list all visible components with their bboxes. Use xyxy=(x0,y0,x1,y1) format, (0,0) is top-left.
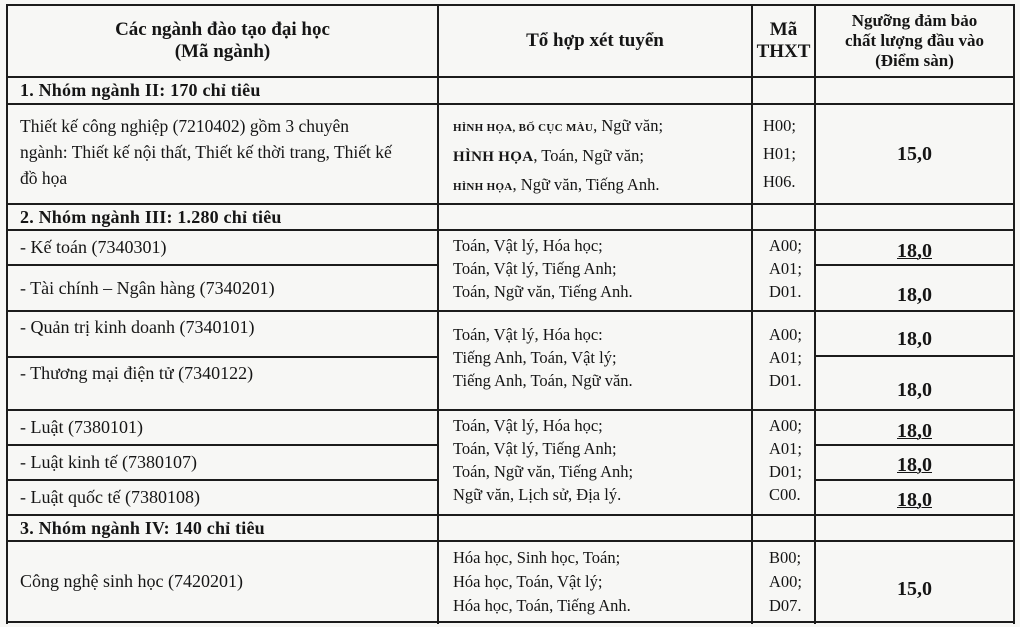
header-combos-label: Tổ hợp xét tuyển xyxy=(526,30,664,51)
column-divider-major-combos xyxy=(437,4,439,624)
combo-line: Toán, Ngữ văn, Tiếng Anh; xyxy=(453,462,634,481)
major-name: Công nghệ sinh học (7420201) xyxy=(20,571,243,591)
group-title-text: 3. Nhóm ngành IV: 140 chỉ tiêu xyxy=(20,517,265,538)
major-row xyxy=(8,446,437,479)
code-line: A00; xyxy=(769,416,802,435)
header-score-line2: chất lượng đầu vào xyxy=(844,31,985,50)
combo-line: Tiếng Anh, Toán, Vật lý; xyxy=(453,348,617,367)
codes-industrial-design xyxy=(753,112,814,202)
code-line: B00; xyxy=(769,548,802,567)
header-major-line1: Các ngành đào tạo đại học xyxy=(115,19,330,40)
score-divider-luatkt xyxy=(814,479,1015,481)
code-line: A01; xyxy=(769,259,802,278)
header-major-line2: (Mã ngành) xyxy=(174,41,271,62)
score-value: 18,0 xyxy=(897,283,932,306)
codes-block-accounting-finance xyxy=(753,234,814,310)
group-title-2 xyxy=(8,205,437,229)
group-title-text: 1. Nhóm ngành II: 170 chỉ tiêu xyxy=(20,80,261,100)
major-name: - Luật (7380101) xyxy=(20,417,143,437)
score-value: 15,0 xyxy=(897,578,932,600)
combo-line: HÌNH HỌA, Ngữ văn, Tiếng Anh. xyxy=(453,175,660,194)
header-combos xyxy=(439,6,751,76)
combo-line: HÌNH HỌA, Toán, Ngữ văn; xyxy=(453,146,644,165)
group-title-text: 2. Nhóm ngành III: 1.280 chỉ tiêu xyxy=(20,206,282,227)
code-line: H06. xyxy=(763,172,796,191)
header-score-line3: (Điểm sàn) xyxy=(875,51,954,70)
score-value: 18,0 xyxy=(897,454,932,476)
score-value: 18,0 xyxy=(897,419,932,442)
score-value: 18,0 xyxy=(897,488,932,511)
major-name-line2: ngành: Thiết kế nội thất, Thiết kế thời trang, Thiết kế xyxy=(20,142,392,162)
codes-block-business-ecommerce xyxy=(753,323,814,407)
header-major xyxy=(8,6,437,76)
code-line: A01; xyxy=(769,439,802,458)
combos-block-law xyxy=(439,414,751,514)
major-name: - Quản trị kinh doanh (7340101) xyxy=(20,316,255,337)
code-line: H00; xyxy=(763,116,796,135)
major-row xyxy=(8,312,437,342)
major-name: - Tài chính – Ngân hàng (7340201) xyxy=(20,277,275,298)
score-finance-banking xyxy=(816,280,1013,310)
major-name-line1: Thiết kế công nghiệp (7210402) gồm 3 chuyên xyxy=(20,116,350,136)
combo-line: Toán, Vật lý, Hóa học: xyxy=(453,325,603,344)
combos-industrial-design xyxy=(439,112,751,202)
codes-block-law xyxy=(753,414,814,514)
codes-biotechnology xyxy=(753,546,814,621)
combos-biotechnology xyxy=(439,546,751,621)
major-row xyxy=(8,358,437,388)
major-biotechnology xyxy=(8,542,437,621)
major-industrial-design xyxy=(8,105,437,203)
score-value: 18,0 xyxy=(897,328,932,350)
code-line: A00; xyxy=(769,236,802,255)
score-business-admin xyxy=(816,324,1013,355)
combos-block-accounting-finance xyxy=(439,234,751,310)
combo-line: Toán, Ngữ văn, Tiếng Anh. xyxy=(453,282,633,301)
code-line: D01. xyxy=(769,371,802,390)
combo-line: Toán, Vật lý, Tiếng Anh; xyxy=(453,259,617,278)
major-row xyxy=(8,231,437,264)
group-title-3 xyxy=(8,516,437,540)
score-divider-ketoan xyxy=(814,264,1015,266)
combo-line: Ngữ văn, Lịch sử, Địa lý. xyxy=(453,485,622,504)
major-row xyxy=(8,411,437,444)
combo-line: Toán, Vật lý, Hóa học; xyxy=(453,236,603,255)
score-divider-qtkd xyxy=(814,355,1015,357)
combo-line: Toán, Vật lý, Tiếng Anh; xyxy=(453,439,617,458)
code-line: D07. xyxy=(769,596,802,615)
major-row xyxy=(8,481,437,514)
score-law xyxy=(816,418,1013,444)
header-score xyxy=(816,6,1013,76)
score-value: 15,0 xyxy=(897,142,932,165)
score-divider-luat xyxy=(814,444,1015,446)
code-line: A01; xyxy=(769,348,802,367)
header-score-line1: Ngưỡng đảm bảo xyxy=(851,11,978,30)
major-name: - Luật kinh tế (7380107) xyxy=(20,452,197,472)
column-divider-code-score xyxy=(814,4,816,624)
score-biotechnology xyxy=(816,552,1013,627)
code-line: C00. xyxy=(769,485,801,504)
combo-line: Hóa học, Sinh học, Toán; xyxy=(453,548,621,567)
score-accounting xyxy=(816,238,1013,264)
major-name: - Luật quốc tế (7380108) xyxy=(20,487,200,507)
score-value: 18,0 xyxy=(897,239,932,262)
combo-line: HÌNH HỌA, BỐ CỤC MÀU, Ngữ văn; xyxy=(453,116,664,135)
major-row xyxy=(8,266,437,310)
score-ecommerce xyxy=(816,372,1013,409)
major-name: - Kế toán (7340301) xyxy=(20,237,167,257)
code-line: A00; xyxy=(769,572,802,591)
major-name: - Thương mại điện tử (7340122) xyxy=(20,362,254,383)
group-title-1 xyxy=(8,78,437,103)
code-line: H01; xyxy=(763,144,796,163)
score-economic-law xyxy=(816,452,1013,479)
combo-line: Hóa học, Toán, Tiếng Anh. xyxy=(453,596,631,615)
score-international-law xyxy=(816,486,1013,514)
header-code-line1: Mã xyxy=(769,19,798,40)
combo-line: Tiếng Anh, Toán, Ngữ văn. xyxy=(453,371,633,390)
code-line: D01; xyxy=(769,462,802,481)
table-border-right xyxy=(1013,4,1015,624)
code-line: A00; xyxy=(769,325,802,344)
score-industrial-design xyxy=(816,105,1013,203)
header-code-line2: THXT xyxy=(756,41,811,62)
header-code xyxy=(753,6,814,76)
code-line: D01. xyxy=(769,282,802,301)
major-name-line3: đồ họa xyxy=(20,168,68,188)
combo-line: Hóa học, Toán, Vật lý; xyxy=(453,572,603,591)
score-value: 18,0 xyxy=(897,379,932,401)
combo-line: Toán, Vật lý, Hóa học; xyxy=(453,416,603,435)
combos-block-business-ecommerce xyxy=(439,323,751,407)
column-divider-combos-code xyxy=(751,4,753,624)
